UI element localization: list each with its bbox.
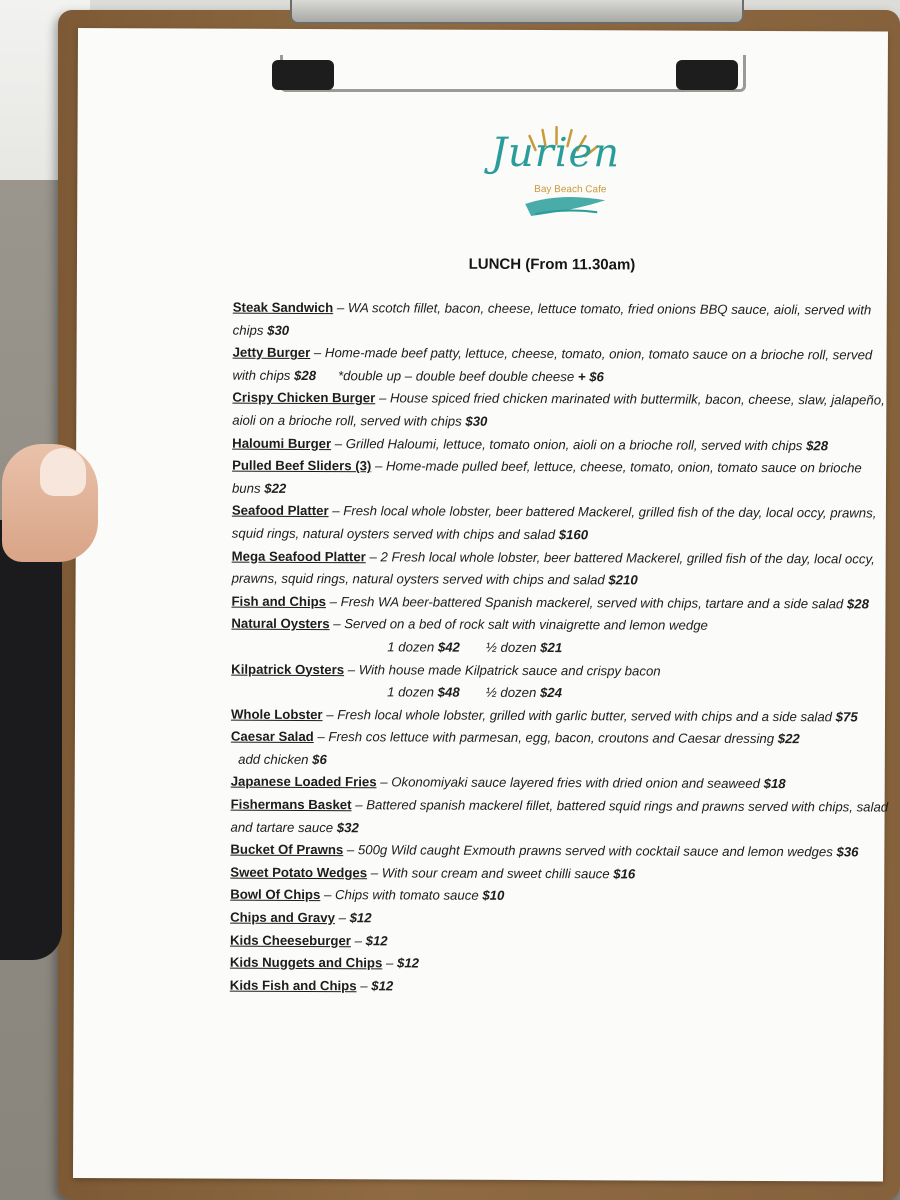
menu-item-description: – Battered spanish mackerel fillet, battered squid rings and prawns served with chips, salad and tartare sauce <box>230 797 889 835</box>
menu-item-description: – With house made Kilpatrick sauce and crispy bacon <box>344 661 661 679</box>
menu-item-description: – With sour cream and sweet chilli sauce <box>367 865 614 882</box>
menu-item <box>230 952 890 977</box>
menu-item <box>231 590 891 615</box>
menu-item-price: $160 <box>558 527 589 543</box>
menu-item-price: $28 <box>846 596 869 612</box>
menu-item-name: Fish and Chips <box>231 593 327 609</box>
menu-item <box>232 342 892 390</box>
subprice-label: ½ dozen <box>485 684 541 701</box>
clip-foot-right <box>676 60 738 90</box>
menu-item-price: $210 <box>608 572 638 588</box>
menu-item <box>231 771 891 796</box>
menu-item-price: $30 <box>465 413 488 429</box>
menu-item <box>231 703 891 728</box>
menu-item-price: $22 <box>777 731 800 747</box>
menu-item-description: – <box>334 910 350 926</box>
menu-item <box>232 455 892 503</box>
cafe-logo <box>465 122 645 233</box>
clip-foot-left <box>272 60 334 90</box>
menu-item <box>232 387 892 435</box>
menu-item-description: – Fresh local whole lobster, grilled with garlic butter, served with chips and a side salad <box>322 706 836 725</box>
subprice <box>486 685 562 700</box>
subprice-label: 1 dozen <box>387 639 438 655</box>
menu-item-name: Chips and Gravy <box>230 909 335 926</box>
menu-item-subprices <box>231 636 891 661</box>
menu-item-extra-price: $6 <box>312 751 327 767</box>
menu-item <box>230 884 890 909</box>
clipboard-clip <box>290 0 744 24</box>
menu-item-price: $18 <box>763 776 786 792</box>
subprice-value: $42 <box>437 639 460 655</box>
menu-item-name: Jetty Burger <box>232 344 311 361</box>
menu-item-description: – Fresh local whole lobster, beer battered Mackerel, grilled fish of the day, local occy, prawns, squid rings, natural oysters served with chips and salad <box>231 503 877 543</box>
menu-item <box>231 613 891 638</box>
menu-item-description: – Fresh cos lettuce with parmesan, egg, bacon, croutons and Caesar dressing <box>313 729 778 747</box>
subprice-value: $21 <box>540 639 563 656</box>
menu-item-extra-price: + $6 <box>577 368 604 385</box>
menu-item <box>230 929 890 954</box>
menu-item <box>231 658 891 683</box>
menu-paper <box>73 28 888 1182</box>
menu-item-name: Crispy Chicken Burger <box>232 390 376 406</box>
menu-item-subprices <box>231 681 891 706</box>
menu-item-name: Sweet Potato Wedges <box>230 864 368 881</box>
logo-wordmark: Jurien <box>490 129 621 177</box>
menu-heading: LUNCH (From 11.30am) <box>468 255 636 274</box>
subprice <box>387 684 460 699</box>
menu-item-price: $10 <box>482 888 505 904</box>
menu-item-price: $30 <box>267 322 290 338</box>
menu-item <box>230 839 890 864</box>
menu-item-name: Bowl Of Chips <box>230 887 321 903</box>
menu-item-price: $28 <box>294 367 317 383</box>
menu-item-name: Fishermans Basket <box>230 796 352 813</box>
menu-item-description: – <box>350 932 366 948</box>
menu-item-price: $16 <box>613 866 636 882</box>
menu-item <box>230 794 890 842</box>
menu-item-description: – Fresh WA beer-battered Spanish mackerel, served with chips, tartare and a side salad <box>325 593 847 612</box>
menu-item-description: – WA scotch fillet, bacon, cheese, lettuce tomato, fried onions BBQ sauce, aioli, served with chips <box>232 300 872 338</box>
menu-item-name: Caesar Salad <box>230 728 314 745</box>
subprice-value: $48 <box>437 684 460 700</box>
menu-item-name: Kilpatrick Oysters <box>231 661 345 677</box>
menu-item-name: Natural Oysters <box>231 615 330 632</box>
menu-item-description: – Okonomiyaki sauce layered fries with dried onion and seaweed <box>376 774 764 792</box>
subprice-label: ½ dozen <box>485 639 541 655</box>
menu-item-extra: *double up – double beef double cheese <box>316 367 578 384</box>
menu-item <box>232 432 892 457</box>
subprice <box>486 640 562 655</box>
menu-item-name: Whole Lobster <box>230 706 323 722</box>
subprice <box>387 639 460 654</box>
menu-item-description: – Served on a bed of rock salt with vinaigrette and lemon wedge <box>329 616 708 634</box>
menu-item-description: – 2 Fresh local whole lobster, beer battered Mackerel, grilled fish of the day, local occy, prawns, squid rings, natural oysters served with chips and salad <box>231 548 875 588</box>
menu-item <box>230 974 890 999</box>
menu-item-description: – House spiced fried chicken marinated with buttermilk, bacon, cheese, slaw, jalapeño, aioli on a brioche roll, served with chips <box>232 390 885 429</box>
menu-item <box>230 862 890 887</box>
menu-item-name: Bucket Of Prawns <box>230 841 344 858</box>
menu-item-name: Japanese Loaded Fries <box>230 774 377 790</box>
menu-item-name: Seafood Platter <box>231 503 329 519</box>
menu-item-price: $75 <box>835 709 858 725</box>
menu-list <box>230 297 893 1000</box>
menu-item-name: Kids Nuggets and Chips <box>229 954 383 971</box>
menu-item-description: – Chips with tomato sauce <box>320 887 483 904</box>
subprice-label: 1 dozen <box>387 684 438 700</box>
menu-item-price: $12 <box>371 978 394 994</box>
menu-item-extra: add chicken <box>230 751 313 767</box>
menu-item <box>232 545 892 593</box>
menu-item-description: – 500g Wild caught Exmouth prawns served with cocktail sauce and lemon wedges <box>343 842 837 860</box>
menu-item-price: $12 <box>396 955 420 971</box>
menu-item <box>230 907 890 932</box>
menu-item-name: Pulled Beef Sliders (3) <box>232 457 372 474</box>
menu-item <box>233 297 893 345</box>
menu-item-price: $28 <box>806 437 829 453</box>
menu-item-description: – Grilled Haloumi, lettuce, tomato onion, aioli on a brioche roll, served with chips <box>331 435 807 453</box>
menu-item-price: $32 <box>336 819 359 835</box>
menu-item-description: – Home-made beef patty, lettuce, cheese, tomato, onion, tomato sauce on a brioche roll, served with chips <box>232 345 873 383</box>
menu-item-description: – <box>382 955 398 971</box>
menu-item-name: Kids Cheeseburger <box>229 932 351 948</box>
thumb-nail <box>40 448 86 496</box>
menu-item-price: $12 <box>349 910 372 926</box>
logo-subtitle: Bay Beach Cafe <box>534 183 607 196</box>
menu-item <box>231 726 891 774</box>
menu-item-name: Steak Sandwich <box>232 299 334 316</box>
menu-item-name: Kids Fish and Chips <box>229 977 357 994</box>
menu-item-price: $22 <box>264 480 287 496</box>
hand-glove <box>0 520 62 960</box>
menu-item <box>232 500 892 548</box>
menu-item-price: $36 <box>836 844 859 860</box>
menu-item-description: – Home-made pulled beef, lettuce, cheese, tomato, onion, tomato sauce on brioche buns <box>231 458 862 496</box>
menu-item-price: $12 <box>365 932 388 948</box>
menu-item-name: Haloumi Burger <box>232 435 332 451</box>
menu-item-description: – <box>356 978 372 994</box>
subprice-value: $24 <box>539 685 563 701</box>
menu-item-name: Mega Seafood Platter <box>231 548 366 564</box>
